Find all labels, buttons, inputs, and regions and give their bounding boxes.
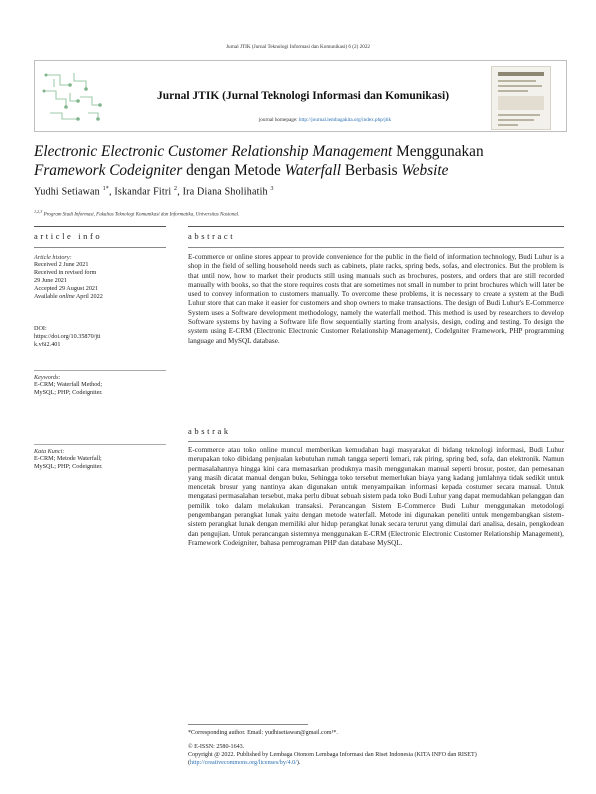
abstract-heading: abstract <box>188 231 236 241</box>
divider <box>188 441 564 442</box>
divider <box>34 226 166 227</box>
author-name: Yudhi Setiawan <box>34 186 100 198</box>
history-label: Article history: <box>34 254 72 261</box>
journal-cover-thumbnail <box>491 66 551 130</box>
circuit-logo-icon <box>40 67 106 125</box>
kata-kunci-block <box>34 444 166 471</box>
divider <box>34 247 166 248</box>
keywords-block <box>34 370 166 397</box>
journal-homepage <box>160 117 490 123</box>
homepage-link[interactable]: http://journal.lembagakita.org/index.php/jtik <box>298 117 392 123</box>
author-name: Ira Diana Sholihatih <box>182 186 268 198</box>
journal-logo <box>40 67 106 125</box>
footnote-divider <box>188 724 308 725</box>
doi-block <box>34 325 166 349</box>
corresponding-author: *Corresponding author. Email: yudhisetiawan@gmail.com¹*. <box>188 730 338 736</box>
kata-kunci-label: Kata Kunci: <box>34 448 65 455</box>
abstrak-heading: abstrak <box>188 426 231 436</box>
kata-kunci-line: E-CRM; Metode Waterfall; <box>34 455 102 462</box>
abstrak-text: E-commerce atau toko online muncul memberikan kemudahan bagi masyarakat di bidang teknologi informasi, Budi Luhur merupakan toko dibidang penjualan kebutuhan rumah tangga seperti lemari, rak piring, spring bed, sofa, dan elektronik. Namun permasalahannya hingga kini cara memasarkan produknya masih menggunakan manual seperti brosur, poster, dan pemesanan yang masih dicatat manual dengan buku, Sehingga toko tersebut memerlukan biaya yang kadang jumlahnya tidak sedikit untuk mencetak brosur yang nantinya akan digunakan untuk menyampaikan informasi kepada costumer secara manual. Untuk mengatasi permasalahan tersebut, maka perlu dibuat sebuah sistem pada toko Budi Luhur yang dapat memudahkan pelanggan dan pemilik toko dalam melakukan transaksi. Perancangan Sistem E-Commerce Budi Luhur menggunakan metodologi pengembangan perangkat lunak yaitu dengan metode waterfall. Metode ini digunakan peneliti untuk mengembangkan sistem-sistem perangkat lunak dengan memiliki alur hidup perangkat lunak secara terurut yang dimulai dari analisa, desain, pengkodean dan pengujian. Untuk perancangan sistemnya menggunakan E-CRM (Electronic Electronic Customer Relationship Management), Framework Codeigniter, bahasa pemrograman PHP dan database MySQL. <box>188 446 564 547</box>
abstract-text: E-commerce or online stores appear to provide convenience for the public in the field of information technology, Budi Luhur is a shop in the field of selling household needs such as cabinets, plate racks, spring beds, sofas, and electronics. But the problem is that until now, how to market their products still using manuals such as brochures, posters, and orders that are still recorded manually with books, so that the store requires costs that are sometimes not small in number to print brochures which will later be used to convey information to customers manually. To overcome these problems, it is necessary to create a system at the Budi Luhur store that can make it easier for customers and shop owners to make transactions. The design of Budi Luhur's E-Commerce System uses a Software development methodology, namely the waterfall method. This method is used by researchers to develop Software systems by having a Software life flow sequentially starting from analysis, design, coding and testing. To design the system using E-CRM (Electronic Electronic Customer Relationship Management), CodeIgniter Framework, PHP programming language and MySQL database. <box>188 253 564 345</box>
copyright: Copyright @ 2022. Published by Lembaga Otonom Lembaga Informasi dan Riset Indonesia (KITA INFO dan RISET) <box>188 752 477 758</box>
available-online: Available online April 2022 <box>34 292 103 300</box>
revised-label: Received in revised form <box>34 268 97 276</box>
received-date: Received 2 June 2021 <box>34 261 89 268</box>
accepted-date: Accepted 29 August 2021 <box>34 284 99 292</box>
article-title: Electronic Electronic Customer Relationship Management Menggunakan Framework Codeigniter dengan Metode Waterfall Berbasis Website <box>34 143 484 179</box>
running-header: Jurnal JTIK (Jurnal Teknologi Informasi dan Komunikasi) 6 (2) 2022 <box>225 44 371 50</box>
license-link[interactable]: http://creativecommons.org/licenses/by/4.0/ <box>190 760 297 766</box>
doi-link[interactable]: https://doi.org/10.35870/jti <box>34 332 101 340</box>
article-info-heading: article info <box>34 231 103 241</box>
eissn: © E-ISSN: 2580-1643. <box>188 744 245 750</box>
article-history <box>34 254 166 301</box>
journal-title: Jurnal JTIK (Jurnal Teknologi Informasi dan Komunikasi) <box>156 90 450 102</box>
homepage-label: journal homepage: <box>258 117 298 123</box>
keywords-label: Keywords: <box>34 374 61 381</box>
author-name: Iskandar Fitri <box>114 186 172 198</box>
affiliation: $^{1,2,3}$ Program Studi Informasi, Fakultas Teknologi Komunikasi dan Informatika, Universitas Nasional. <box>34 209 240 218</box>
keywords-line: MySQL; PHP; Codeigniter. <box>34 388 103 396</box>
author-list: Yudhi Setiawan $^{1*}$, Iskandar Fitri $^2$, Ira Diana Sholihatih $^3$ <box>34 186 274 198</box>
divider <box>188 226 564 227</box>
keywords-line: E-CRM; Waterfall Method; <box>34 381 103 388</box>
doi-link-cont[interactable]: k.v6i2.401 <box>34 340 61 348</box>
doi-label: DOI: <box>34 325 47 332</box>
kata-kunci-line: MySQL; PHP; Codeigniter. <box>34 462 103 470</box>
license: (http://creativecommons.org/licenses/by/4.0/). <box>188 760 301 766</box>
revised-date: 29 June 2021 <box>34 276 67 284</box>
divider <box>188 247 564 248</box>
